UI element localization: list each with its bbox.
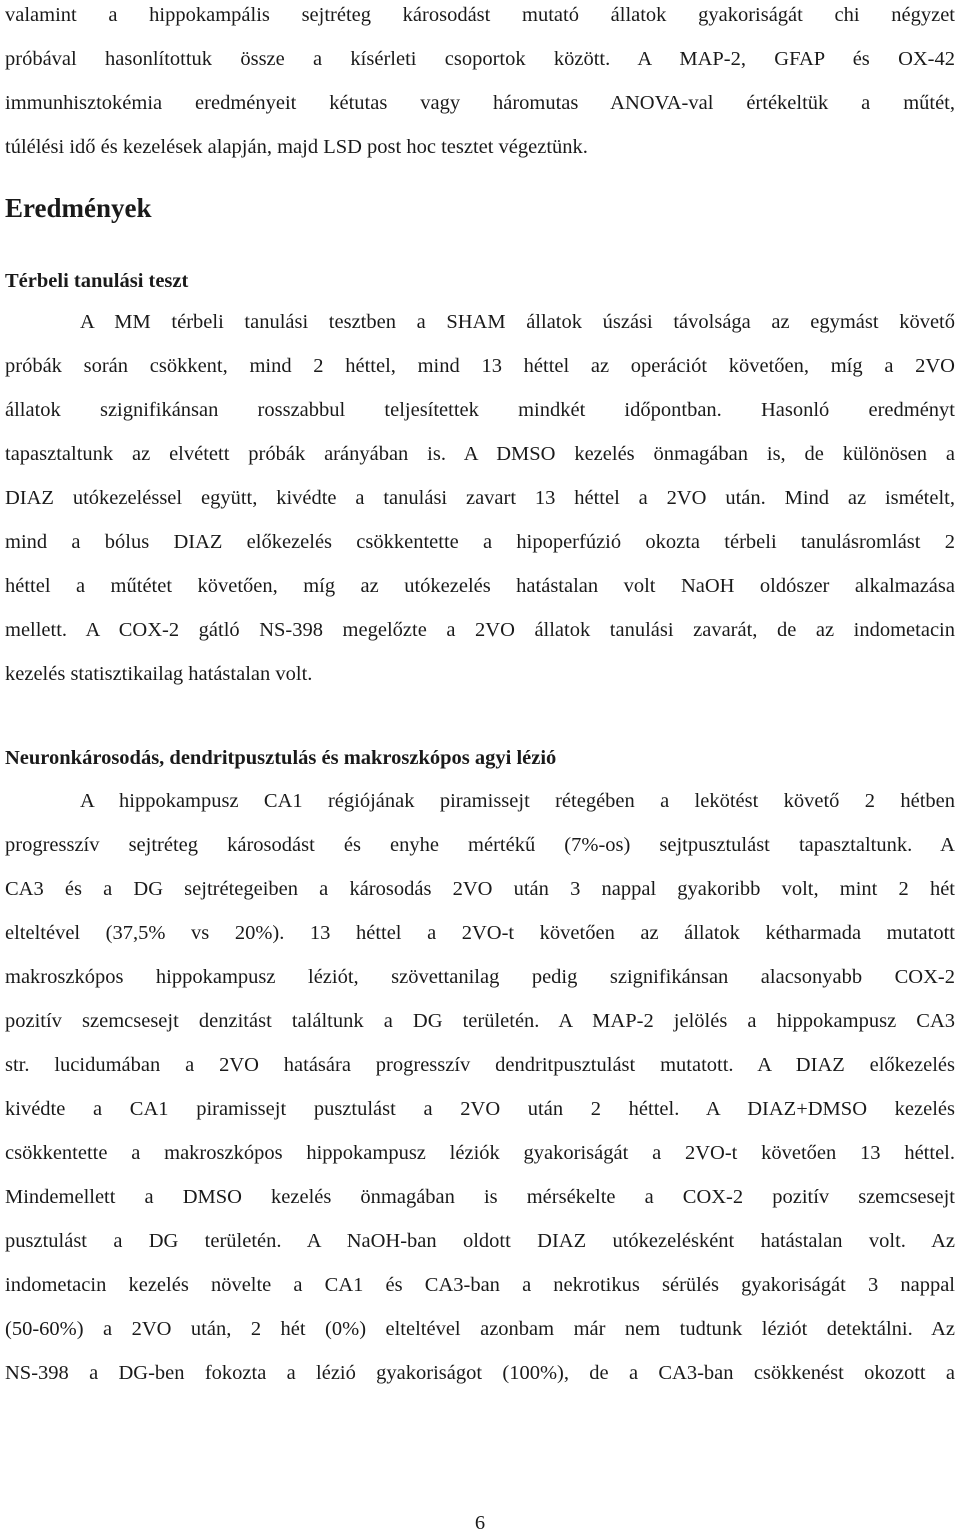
intro-paragraph (5, 0, 955, 169)
text-line: próbával hasonlítottuk össze a kísérleti csoportok között. A MAP-2, GFAP és OX-42 (5, 48, 955, 70)
results-heading: Eredmények (5, 193, 152, 223)
text-line: pozitív szemcsesejt denzitást találtunk a DG területén. A MAP-2 jelölés a hippokampusz CA3 (5, 1010, 955, 1032)
section-title-neuronal-damage: Neuronkárosodás, dendritpusztulás és makroszkópos agyi lézió (5, 747, 557, 769)
text-line: csökkentette a makroszkópos hippokampusz léziók gyakoriságát a 2VO-t követően 13 héttel. (5, 1142, 955, 1164)
text-line: kivédte a CA1 piramissejt pusztulást a 2VO után 2 héttel. A DIAZ+DMSO kezelés (5, 1098, 955, 1120)
text-line: Mindemellett a DMSO kezelés önmagában is mérsékelte a COX-2 pozitív szemcsesejt (5, 1186, 955, 1208)
text-line: (50-60%) a 2VO után, 2 hét (0%) elteltével azonbam már nem tudtunk léziót detektálni. Az (5, 1318, 955, 1340)
text-line: elteltével (37,5% vs 20%). 13 héttel a 2VO-t követően az állatok kétharmada mutatott (5, 922, 955, 944)
section-title-spatial-learning: Térbeli tanulási teszt (5, 270, 189, 292)
text-line: próbák során csökkent, mind 2 héttel, mind 13 héttel az operációt követően, míg a 2VO (5, 355, 955, 377)
text-line: tapasztaltunk az elvétett próbák arányában is. A DMSO kezelés önmagában is, de különösen a (5, 443, 955, 465)
text-line: túlélési idő és kezelések alapján, majd LSD post hoc tesztet végeztünk. (5, 136, 588, 158)
text-line: CA3 és a DG sejtrétegeiben a károsodás 2VO után 3 nappal gyakoribb volt, mint 2 hét (5, 878, 955, 900)
text-line: pusztulást a DG területén. A NaOH-ban oldott DIAZ utókezelésként hatástalan volt. Az (5, 1230, 955, 1252)
text-line: makroszkópos hippokampusz léziót, szövettanilag pedig szignifikánsan alacsonyabb COX-2 (5, 966, 955, 988)
text-line: kezelés statisztikailag hatástalan volt. (5, 663, 313, 685)
text-line: valamint a hippokampális sejtréteg károsodást mutató állatok gyakoriságát chi négyzet (5, 4, 955, 26)
text-line: NS-398 a DG-ben fokozta a lézió gyakoriságot (100%), de a CA3-ban csökkenést okozott a (5, 1362, 955, 1384)
text-line: immunhisztokémia eredményeit kétutas vagy háromutas ANOVA-val értékeltük a műtét, (5, 92, 955, 114)
text-line: DIAZ utókezeléssel együtt, kivédte a tanulási zavart 13 héttel a 2VO után. Mind az ismételt, (5, 487, 955, 509)
text-line: mellett. A COX-2 gátló NS-398 megelőzte a 2VO állatok tanulási zavarát, de az indometacin (5, 619, 955, 641)
text-line: héttel a műtétet követően, míg az utókezelés hatástalan volt NaOH oldószer alkalmazása (5, 575, 955, 597)
text-line: állatok szignifikánsan rosszabbul teljesítettek mindkét időpontban. Hasonló eredményt (5, 399, 955, 421)
section-body-spatial-learning (5, 300, 955, 696)
text-line: indometacin kezelés növelte a CA1 és CA3-ban a nekrotikus sérülés gyakoriságát 3 nappal (5, 1274, 955, 1296)
text-line: A MM térbeli tanulási tesztben a SHAM állatok úszási távolsága az egymást követő (80, 311, 955, 333)
text-line: str. lucidumában a 2VO hatására progresszív dendritpusztulást mutatott. A DIAZ előkezelés (5, 1054, 955, 1076)
page-number: 6 (474, 1512, 486, 1534)
text-line: A hippokampusz CA1 régiójának piramissejt rétegében a lekötést követő 2 hétben (80, 790, 955, 812)
text-line: progresszív sejtréteg károsodást és enyhe mértékű (7%-os) sejtpusztulást tapasztaltunk. A (5, 834, 955, 856)
text-line: mind a bólus DIAZ előkezelés csökkentette a hipoperfúzió okozta térbeli tanulásromlást 2 (5, 531, 955, 553)
section-body-neuronal-damage (5, 779, 955, 1395)
